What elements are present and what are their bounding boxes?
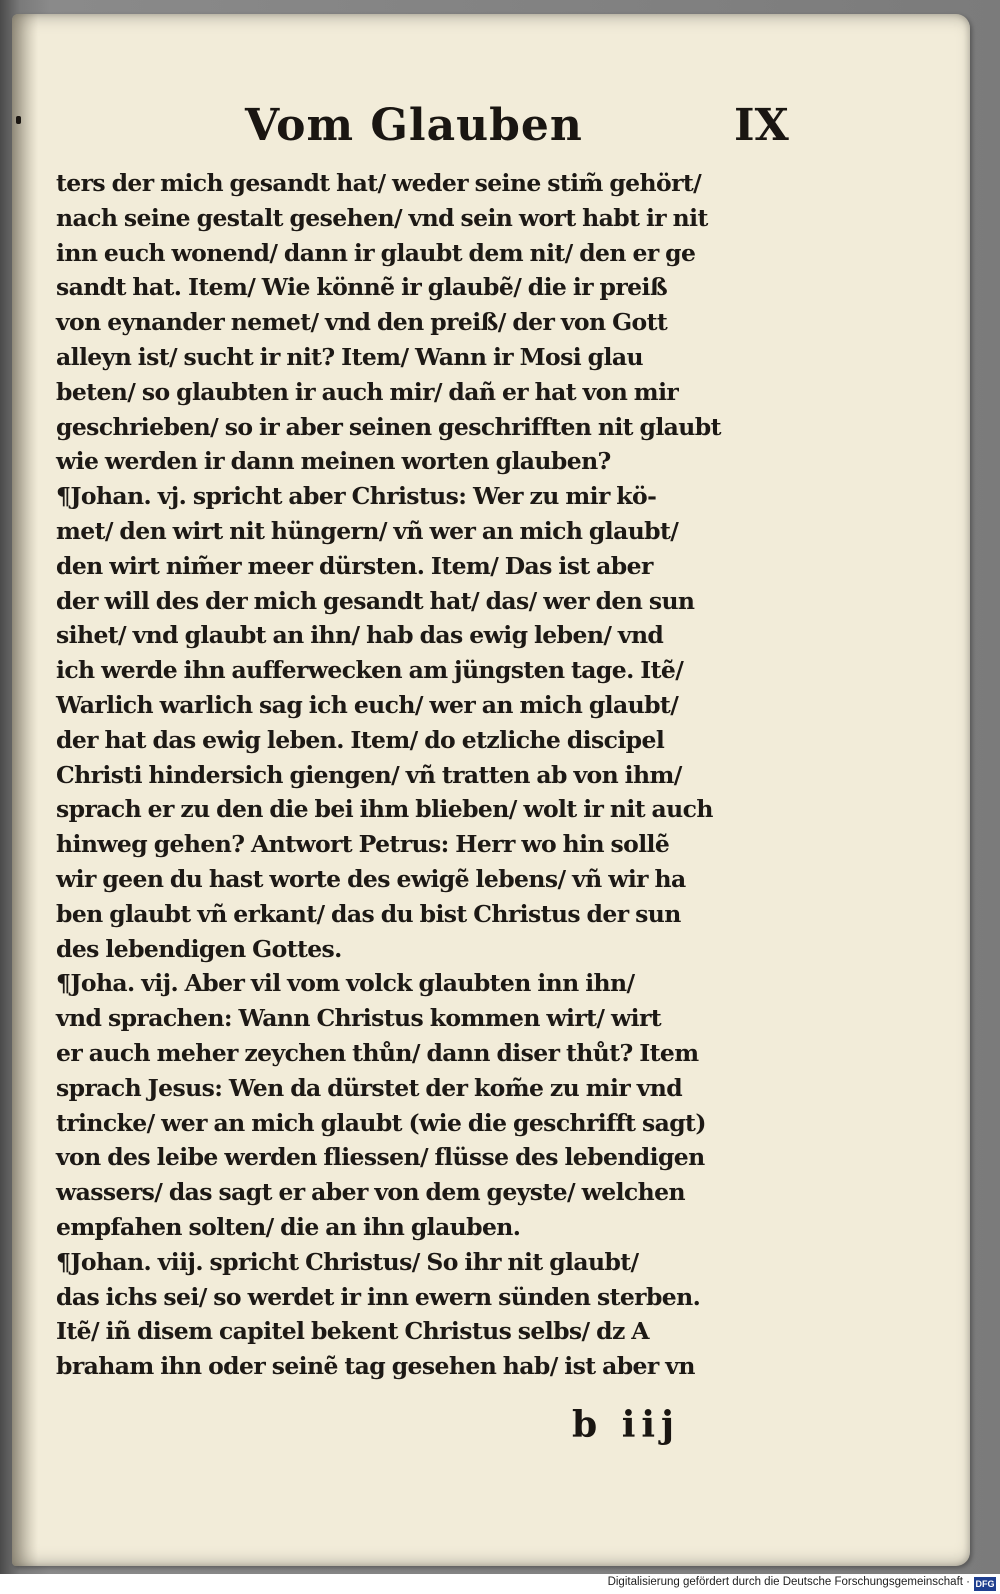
dfg-logo: DFG — [975, 1579, 995, 1589]
text-line: Warlich warlich sag ich euch/ wer an mich glaubt/ — [56, 690, 679, 719]
text-line: wassers/ das sagt er aber von dem geyste/ welchen — [56, 1178, 685, 1207]
text-line: sprach er zu den die bei ihm blieben/ wolt ir nit auch — [56, 795, 713, 824]
text-line: hinweg gehen? Antwort Petrus: Herr wo hin sollẽ — [56, 830, 670, 859]
text-line: beten/ so glaubten ir auch mir/ dañ er hat von mir — [56, 377, 679, 406]
folio-number: IX — [734, 100, 789, 151]
text-line: nach seine gestalt gesehen/ vnd sein wort habt ir nit — [56, 203, 708, 232]
footer-bar — [0, 1574, 1000, 1594]
text-line: von des leibe werden fliessen/ flüsse des lebendigen — [56, 1143, 705, 1172]
text-line: der will des der mich gesandt hat/ das/ wer den sun — [56, 586, 695, 615]
text-line: braham ihn oder seinẽ tag gesehen hab/ ist aber vn — [56, 1352, 695, 1381]
text-line: Christi hindersich giengen/ vñ tratten ab von ihm/ — [56, 760, 682, 789]
text-line: ben glaubt vñ erkant/ das du bist Christus der sun — [56, 899, 681, 928]
text-line: ¶Johan. viij. spricht Christus/ So ihr nit glaubt/ — [56, 1247, 639, 1276]
signature-mark: b iij — [572, 1404, 681, 1446]
text-line: das ichs sei/ so werdet ir inn ewern sünden sterben. — [56, 1282, 701, 1311]
text-line: Itẽ/ iñ disem capitel bekent Christus selbs/ dz A — [56, 1317, 649, 1346]
text-line: geschrieben/ so ir aber seinen geschrifften nit glaubt — [56, 412, 721, 441]
text-line: alleyn ist/ sucht ir nit? Item/ Wann ir Mosi glau — [56, 342, 643, 371]
text-line: des lebendigen Gottes. — [56, 934, 342, 963]
text-line: von eynander nemet/ vnd den preiß/ der von Gott — [56, 308, 668, 337]
text-line: der hat das ewig leben. Item/ do etzliche discipel — [56, 725, 665, 754]
text-line: sihet/ vnd glaubt an ihn/ hab das ewig leben/ vnd — [56, 621, 664, 650]
text-line: wie werden ir dann meinen worten glauben? — [56, 447, 611, 476]
text-line: ters der mich gesandt hat/ weder seine stim̃ gehört/ — [56, 169, 702, 197]
running-head — [12, 100, 970, 170]
text-line: met/ den wirt nit hüngern/ vñ wer an mich glaubt/ — [56, 516, 679, 545]
text-block — [56, 166, 826, 1384]
footer-credit: Digitalisierung gefördert durch die Deutsche Forschungsgemeinschaft · — [607, 1576, 970, 1588]
text-line: er auch meher zeychen thůn/ dann diser thůt? Item — [56, 1038, 699, 1067]
text-line: sandt hat. Item/ Wie könnẽ ir glaubẽ/ die ir preiß — [56, 273, 668, 302]
text-line: sprach Jesus: Wen da dürstet der kom̃e zu mir vnd — [56, 1073, 683, 1102]
text-line: ich werde ihn aufferwecken am jüngsten tage. Itẽ/ — [56, 656, 684, 685]
text-line: ¶Johan. vj. spricht aber Christus: Wer zu mir kö- — [56, 482, 657, 511]
text-line: ¶Joha. vij. Aber vil vom volck glaubten inn ihn/ — [56, 969, 635, 998]
book-page — [12, 14, 970, 1566]
text-line: vnd sprachen: Wann Christus kommen wirt/ wirt — [56, 1004, 661, 1033]
text-line: inn euch wonend/ dann ir glaubt dem nit/ den er ge — [56, 238, 696, 267]
running-title: Vom Glauben — [245, 100, 583, 151]
text-line: trincke/ wer an mich glaubt (wie die geschrifft sagt) — [56, 1108, 706, 1137]
text-line: den wirt nim̃er meer dürsten. Item/ Das ist aber — [56, 551, 653, 580]
text-line: wir geen du hast worte des ewigẽ lebens/ vñ wir ha — [56, 864, 686, 893]
text-line: empfahen solten/ die an ihn glauben. — [56, 1212, 521, 1241]
